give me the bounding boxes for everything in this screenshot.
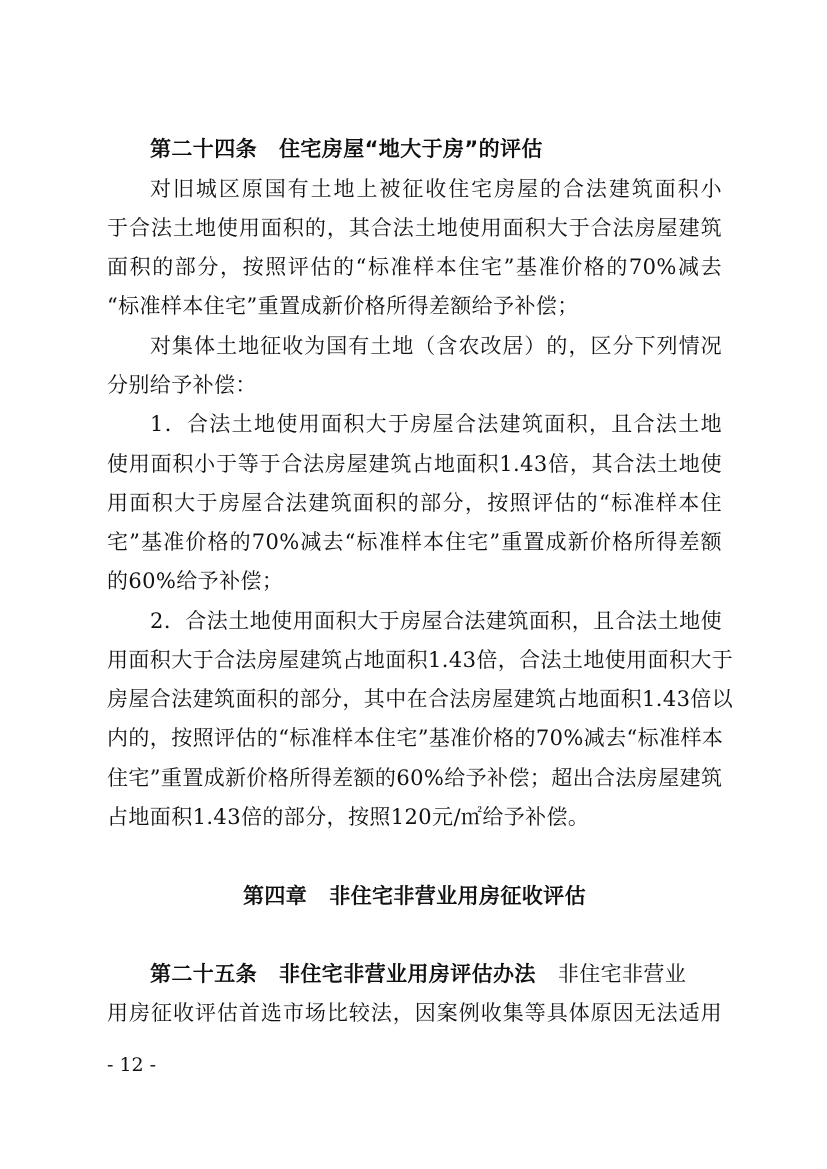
paragraph-1-line-1: 对旧城区原国有土地上被征收住宅房屋的合法建筑面积小	[150, 177, 722, 201]
chapter-4-heading	[107, 877, 722, 915]
article-25-text-start-end: 业	[664, 962, 687, 986]
paragraph-1-line-3: 面积的部分，按照评估的“标准样本住宅”基准价格的70%减去	[107, 255, 722, 279]
item-2-line-6: 占地面积1.43倍的部分，按照120元/㎡给予补偿。	[107, 805, 590, 829]
paragraph-2-line-2: 分别给予补偿：	[107, 373, 257, 397]
item-1-line-1: 1．合法土地使用面积大于房屋合法建筑面积，且合法土地	[150, 412, 722, 436]
item-2-line-4: 内的，按照评估的“标准样本住宅”基准价格的70%减去“标准样本	[107, 726, 724, 750]
item-1-line-3: 用面积大于房屋合法建筑面积的部分，按照评估的“标准样本住	[107, 491, 722, 515]
item-2-line-1: 2．合法土地使用面积大于房屋合法建筑面积，且合法土地使	[150, 609, 722, 633]
item-1-line-4: 宅”基准价格的70%减去“标准样本住宅”重置成新价格所得差额	[107, 530, 722, 554]
article-25-line-2: 用房征收评估首选市场比较法，因案例收集等具体原因无法适用	[107, 1001, 722, 1025]
article-25-first-line	[150, 955, 722, 993]
article-24-title: 住宅房屋“地大于房”的评估	[279, 137, 543, 161]
chapter-4-number: 第四章	[242, 884, 308, 908]
item-2-line-2: 用面积大于合法房屋建筑占地面积1.43倍，合法土地使用面积大于	[107, 648, 734, 672]
paragraph-1-line-2: 于合法土地使用面积的，其合法土地使用面积大于合法房屋建筑	[107, 216, 722, 240]
chapter-4-title: 非住宅非营业用房征收评估	[329, 884, 586, 908]
item-1-line-2: 使用面积小于等于合法房屋建筑占地面积1.43倍，其合法土地使	[107, 452, 722, 476]
page-number: - 12 -	[107, 1054, 157, 1076]
item-2-line-5: 住宅”重置成新价格所得差额的60%给予补偿；超出合法房屋建筑	[107, 766, 723, 790]
article-25-title: 非住宅非营业用房评估办法	[279, 962, 536, 986]
paragraph-1-line-4: “标准样本住宅”重置成新价格所得差额给予补偿；	[107, 294, 579, 318]
article-24-heading	[150, 130, 722, 168]
item-1-line-5: 的60%给予补偿；	[107, 569, 284, 593]
item-2-line-3: 房屋合法建筑面积的部分，其中在合法房屋建筑占地面积1.43倍以	[107, 687, 734, 711]
article-24-number: 第二十四条	[150, 137, 257, 161]
article-25-number: 第二十五条	[150, 962, 257, 986]
paragraph-2-line-1: 对集体土地征收为国有土地（含农改居）的，区分下列情况	[150, 334, 722, 358]
article-25-text-start: 非住宅非营	[557, 962, 665, 986]
